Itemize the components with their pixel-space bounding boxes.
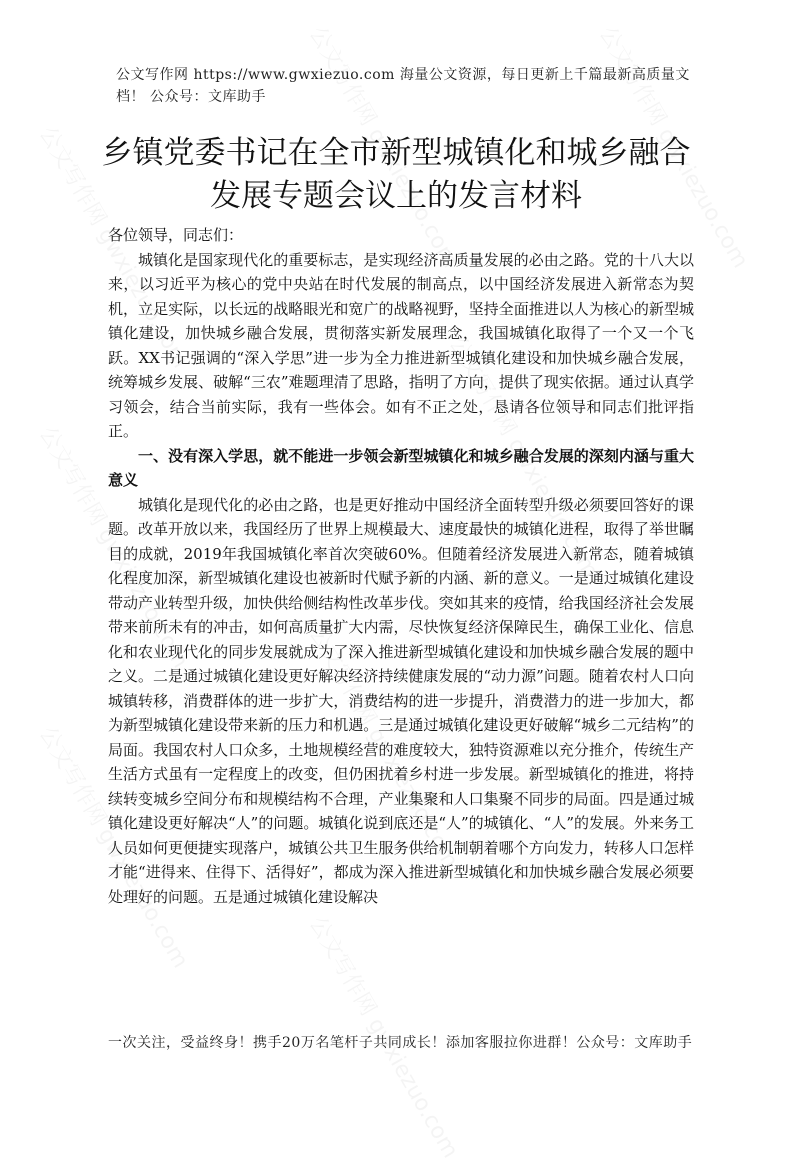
header-note: 公文写作网 https://www.gwxiezuo.com 海量公文资源，每日更新上千篇最新高质量文档！ 公众号：文库助手 [116, 67, 690, 105]
paragraph-intro: 城镇化是国家现代化的重要标志，是实现经济高质量发展的必由之路。党的十八大以来，以习近平为核心的党中央站在时代发展的制高点，以中国经济发展进入新常态为契机，立足实际，以长远的战略眼光和宽广的战略视野，坚持全面推进以人为核心的新型城镇化建设，加快城乡融合发展，贯彻落实新发展理念，我国城镇化取得了一个又一个飞跃。XX书记强调的“深入学思”进一步为全力推进新型城镇化建设和加快城乡融合发展，统筹城乡发展、破解“三农”难题理清了思路，指明了方向，提供了现实依据。通过认真学习领会，结合当前实际，我有一些体会。如有不正之处，恳请各位领导和同志们批评指正。 [108, 250, 694, 440]
paragraph-section-1: 城镇化是现代化的必由之路，也是更好推动中国经济全面转型升级必须要回答好的课题。改革开放以来，我国经历了世界上规模最大、速度最快的城镇化进程，取得了举世瞩目的成就，2019年我国城镇化率首次突破60%。但随着经济发展进入新常态，随着城镇化程度加深，新型城镇化建设也被新时代赋予新的内涵、新的意义。一是通过城镇化建设带动产业转型升级，加快供给侧结构性改革步伐。突如其来的疫情，给我国经济社会发展带来前所未有的冲击，如何高质量扩大内需，尽快恢复经济保障民生，确保工业化、信息化和农业现代化的同步发展就成为了深入推进新型城镇化建设和加快城乡融合发展的题中之义。二是通过城镇化建设更好解决经济持续健康发展的“动力源”问题。随着农村人口向城镇转移，消费群体的进一步扩大，消费结构的进一步提升，消费潜力的进一步加大，都为新型城镇化建设带来新的压力和机遇。三是通过城镇化建设更好破解“城乡二元结构”的局面。我国农村人口众多，土地规模经营的难度较大，独特资源难以充分推介，传统生产生活方式虽有一定程度上的改变，但仍困扰着乡村进一步发展。新型城镇化的推进，将持续转变城乡空间分布和规模结构不合理，产业集聚和人口集聚不同步的局面。四是通过城镇化建设更好解决“人”的问题。城镇化说到底还是“人”的城镇化、“人”的发展。外来务工人员如何更便捷实现落户，城镇公共卫生服务供给机制朝着哪个方向发力，转移人口怎样才能“进得来、住得下、活得好”，都成为深入推进新型城镇化和加快城乡融合发展必须要处理好的问题。五是通过城镇化建设解决 [108, 495, 695, 906]
document-title: 乡镇党委书记在全市新型城镇化和城乡融合发展专题会议上的发言材料 [101, 135, 691, 214]
section-heading-1: 一、没有深入学思，就不能进一步领会新型城镇化和城乡融合发展的深刻内涵与重大意义 [108, 446, 694, 489]
salutation: 各位领导，同志们： [108, 226, 244, 244]
footer-note: 一次关注，受益终身！携手20万名笔杆子共同成长！添加客服拉你进群！公众号：文库助手 [108, 1035, 693, 1051]
document-body [108, 223, 694, 909]
